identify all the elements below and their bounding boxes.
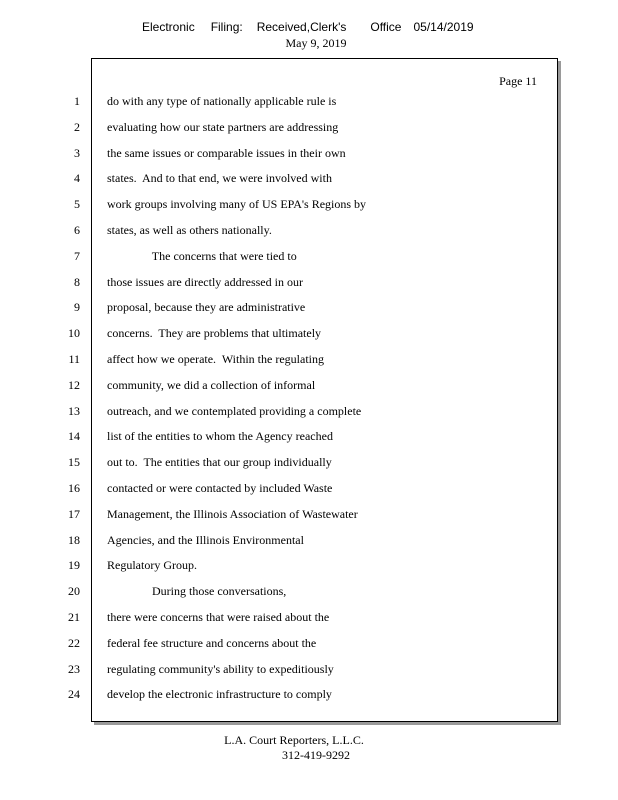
line-number: 21 [68,610,80,624]
line-number: 16 [68,481,80,495]
filing-stamp-word: 05/14/2019 [413,20,474,34]
transcript-line-text: proposal, because they are administrative [107,300,306,314]
transcript-line-text: community, we did a collection of informal [107,378,316,392]
transcript-line-text: concerns. They are problems that ultimately [107,326,322,340]
transcript-line-text: Regulatory Group. [107,558,197,572]
court-reporter-name: L.A. Court Reporters, L.L.C. [224,733,364,747]
line-number: 2 [74,120,80,134]
footer [0,733,618,763]
transcript-line-text: regulating community's ability to expeditiously [107,662,334,676]
line-number: 3 [74,146,80,160]
transcript-line-text: contacted or were contacted by included Waste [107,481,333,495]
line-number: 9 [74,300,80,314]
line-number: 13 [68,404,80,418]
line-number: 10 [68,326,80,340]
line-number: 19 [68,558,80,572]
transcript-line-text: those issues are directly addressed in our [107,275,303,289]
transcript-line-text: evaluating how our state partners are addressing [107,120,339,134]
line-number: 20 [68,584,80,598]
transcript-line-text: develop the electronic infrastructure to comply [107,687,332,701]
transcript-line-text: work groups involving many of US EPA's Regions by [107,197,367,211]
line-number: 17 [68,507,80,521]
line-number: 11 [68,352,80,366]
line-number: 1 [74,94,80,108]
transcript-line-text: there were concerns that were raised about the [107,610,330,624]
filing-stamp-word: Received,Clerk's [256,20,347,34]
transcript-line-text: Management, the Illinois Association of Wastewater [107,507,358,521]
transcript-line-text: states, as well as others nationally. [107,223,272,237]
line-number: 4 [74,171,80,185]
page-number: Page 11 [499,74,537,88]
transcript-line-text: do with any type of nationally applicable rule is [107,94,337,108]
line-number: 7 [74,249,80,263]
line-number: 12 [68,378,80,392]
filing-stamp [142,20,474,34]
transcript-line-text: list of the entities to whom the Agency reached [107,429,333,443]
court-reporter-phone: 312-419-9292 [282,748,350,762]
transcript-line-text: states. And to that end, we were involved with [107,171,332,185]
line-number: 8 [74,275,80,289]
transcript-line-text: out to. The entities that our group individually [107,455,332,469]
transcript-line-text: federal fee structure and concerns about the [107,636,317,650]
transcript-line-text: Agencies, and the Illinois Environmental [107,533,304,547]
transcript-line-text: affect how we operate. Within the regulating [107,352,324,366]
line-number: 22 [68,636,80,650]
filing-stamp-word: Electronic [142,20,195,34]
hearing-date: May 9, 2019 [285,36,347,50]
line-number: 5 [74,197,80,211]
line-number: 18 [68,533,80,547]
filing-stamp-word: Office [370,20,402,34]
transcript-line-text: The concerns that were tied to [107,249,297,263]
line-number: 14 [68,429,80,443]
filing-stamp-word: Filing: [210,20,243,34]
line-number: 15 [68,455,80,469]
transcript-line-text: During those conversations, [107,584,287,598]
line-number: 6 [74,223,80,237]
filing-header [0,20,618,54]
transcript-line-text: outreach, and we contemplated providing a complete [107,404,362,418]
line-number: 23 [68,662,80,676]
line-number: 24 [68,687,80,701]
transcript-line-text: the same issues or comparable issues in their own [107,146,346,160]
